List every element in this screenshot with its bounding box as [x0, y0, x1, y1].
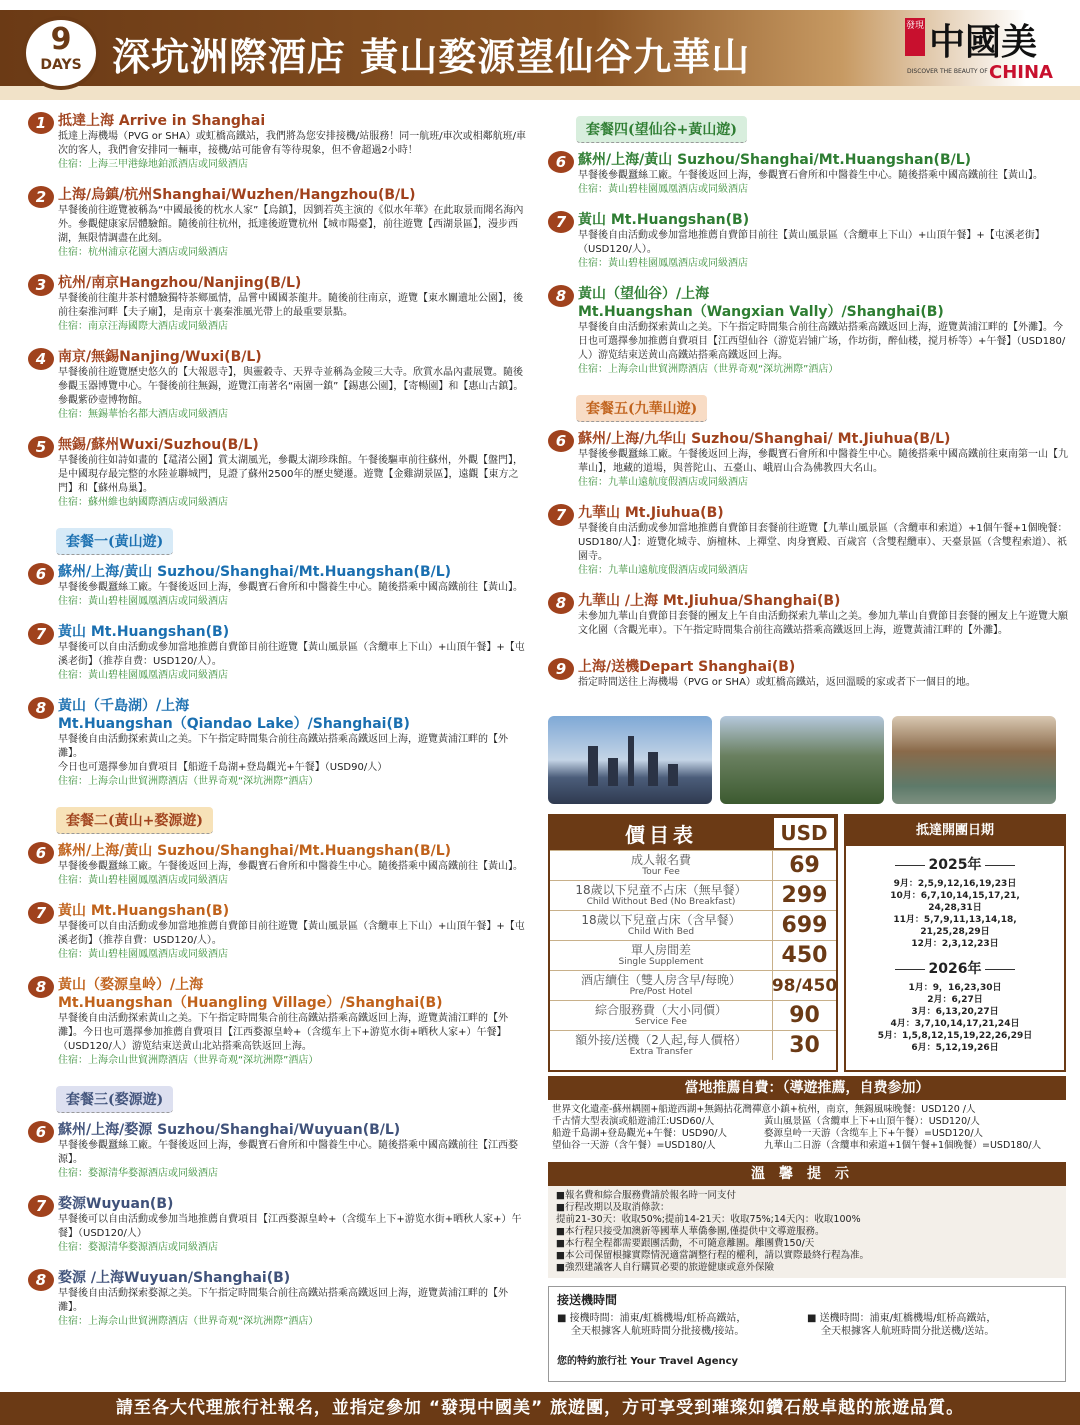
itinerary-left-column: [28, 112, 528, 1343]
photo-shanghai-skyline: [548, 716, 712, 804]
package-4-day-6: [548, 151, 1068, 197]
day-title: 婺源Wuyuan(B): [58, 1196, 174, 1212]
package-4-label: 套餐四(望仙谷+黃山遊): [576, 116, 747, 143]
day-desc: 早餐後前往如詩如畫的【鼋渚公園】賞太湖風光，參觀太湖珍珠館。午餐後驅車前往蘇州，外觀【盤門】，是中國現存最完整的水陸並聯城門，見證了蘇州2500年的歷史變遷。遊覽【金雞湖景區】，遠觀【東方之門】和【蘇州鳥巢】。: [58, 455, 523, 494]
price-label: 額外接/送機（2人起,每人價格）: [575, 1032, 747, 1047]
days-label: DAYS: [40, 57, 82, 73]
day-badge: 9: [548, 658, 574, 680]
day-desc: 早餐後參觀蠶絲工廠。午餐後返回上海，參觀寶石會所和中醫養生中心。隨後搭乘中國高鐵前往東南第一山【九華山】，地藏的道場，與普陀山、五臺山、峨眉山合為佛教四大名山。: [578, 449, 1068, 474]
price-table-title: 價目表: [625, 822, 697, 847]
day-stay: 住宿：婺源清华婺源酒店或同級酒店: [58, 1168, 218, 1179]
day-title-en: Mt.Huangshan（Qiandao Lake）/Shanghai(B): [58, 716, 410, 732]
day-badge: 2: [28, 186, 54, 208]
price-value: 30: [772, 1031, 836, 1060]
day-1: [28, 112, 528, 172]
package-2-day-8: [28, 976, 528, 1068]
price-label: 酒店續住（雙人房含早/每晚）: [580, 972, 742, 987]
day-title: 蘇州/上海/婺源 Suzhou/Shanghai/Wuyuan(B/L): [58, 1122, 401, 1138]
package-3-label: 套餐三(婺源遊): [56, 1086, 173, 1113]
price-value: 299: [772, 881, 836, 910]
price-table-currency: USD: [772, 816, 836, 850]
price-label-en: Child Without Bed (No Breakfast): [586, 896, 736, 907]
day-title: 蘇州/上海/黃山 Suzhou/Shanghai/Mt.Huangshan(B/L): [58, 843, 452, 859]
day-title: 南京/無錫Nanjing/Wuxi(B/L): [58, 349, 262, 365]
package-1-day-6: [28, 563, 528, 609]
package-3-day-7: [28, 1195, 528, 1255]
package-2-day-7: [28, 902, 528, 962]
day-stay: 住宿：無錫華怡名都大酒店或同級酒店: [58, 409, 228, 420]
day-5: [28, 436, 528, 510]
day-4: [28, 348, 528, 422]
day-stay: 住宿：上海佘山世貿洲際酒店（世界奇观“深坑洲際”酒店）: [58, 1055, 319, 1066]
date-line: 6月：5,12,19,26日: [911, 1043, 999, 1053]
day-desc: 早餐後自由活動探索婺源之美。下午指定時間集合前往高鐵站搭乘高鐵返回上海，遊覽黃浦江畔的【外灘】。: [58, 1288, 508, 1313]
photo-strip: [548, 716, 1056, 804]
day-title: 黃山 Mt.Huangshan(B): [58, 903, 230, 919]
price-value: 98/450: [772, 971, 836, 1000]
date-line: 3月：6,13,20,27日: [911, 1007, 999, 1017]
price-label-en: Pre/Post Hotel: [629, 986, 693, 997]
price-value: 90: [772, 1001, 836, 1030]
notices-title: 溫馨提示: [548, 1162, 1066, 1186]
package-3-day-6: [28, 1121, 528, 1181]
day-stay: 住宿：蘇州維也納國際酒店或同級酒店: [58, 497, 228, 508]
notice-line: ■本行程只接受加澳新等國華人華僑參團,僅提供中文導遊服務。: [556, 1226, 825, 1237]
price-row: [550, 970, 836, 1000]
day-title-en: Mt.Huangshan（Huangling Village）/Shanghai(B): [58, 995, 443, 1011]
day-stay: 住宿：黃山碧桂園鳳凰酒店或同級酒店: [578, 184, 748, 195]
package-5-label: 套餐五(九華山遊): [576, 395, 707, 422]
day-stay: 住宿：上海佘山世貿洲際酒店（世界奇观“深坑洲際”酒店）: [58, 1316, 319, 1327]
day-badge: 3: [28, 274, 54, 296]
date-line: 10月：6,7,10,14,15,17,21,: [890, 891, 1020, 901]
package-3-day-8: [28, 1269, 528, 1329]
day-badge: 1: [28, 112, 54, 134]
package-1-day-7: [28, 623, 528, 683]
notice-line: ■強烈建議客人自行購買必要的旅遊健康或意外保險: [556, 1262, 774, 1273]
day-desc: 早餐後前往龍井茶村體驗獨特茶鄉風情，品嘗中國國茶龍井。隨後前往南京，遊覽【東水關遺址公園】，後前往秦淮河畔【夫子廟】，是南京十裏秦淮風光帶上的最重要景點。: [58, 293, 523, 318]
day-badge: 7: [548, 211, 574, 233]
day-stay: 住宿：黃山碧桂園鳳凰酒店或同級酒店: [58, 949, 228, 960]
day-desc: 早餐後前往遊覽被稱為“中國最後的枕水人家”【烏鎮】，因劉若英主演的《似水年華》在此取景而聞名海內外。參觀健康家居體驗館。隨後前往杭州，抵達後遊覽杭州【城市陽臺】，前往遊覽【西湖景區】，漫步西湖，無限情調盡在此刻。: [58, 205, 524, 244]
day-desc: 早餐後自由活動探索黃山之美。下午指定時間集合前往高鐵站搭乘高鐵返回上海，遊覽黃浦江畔的【外灘】。: [58, 734, 508, 759]
optional-line: 九華山二日游（含纜車和索道+1個午餐+1個晚餐）=USD180/人: [764, 1140, 1042, 1151]
package-4-day-7: [548, 211, 1068, 271]
date-line: 11月：5,7,9,11,13,14,18,: [893, 915, 1017, 925]
day-title: 蘇州/上海/黃山 Suzhou/Shanghai/Mt.Huangshan(B/L): [578, 152, 972, 168]
price-label: 成人報名費: [630, 852, 691, 867]
day-badge: 6: [28, 1121, 54, 1143]
price-value: 69: [772, 851, 836, 880]
price-row: [550, 910, 836, 940]
day-stay: 住宿：九華山遠航度假酒店或同級酒店: [578, 565, 748, 576]
price-row: [550, 940, 836, 970]
package-5-day-8: [548, 592, 1068, 638]
price-row: [550, 850, 836, 880]
days-number: 9: [50, 22, 72, 57]
optional-line: 婺源皇岭一天游（含缆车上下+午餐）=USD120/人: [764, 1128, 984, 1139]
day-stay: 住宿：九華山遠航度假酒店或同級酒店: [578, 477, 748, 488]
day-stay: 住宿：上海三甲港綠地鉑派酒店或同級酒店: [58, 159, 248, 170]
price-label: 18歲以下兒童不占床（無早餐）: [575, 882, 747, 897]
notice-line: ■報名費和綜合服務費請於報名時一同支付: [556, 1190, 736, 1201]
package-2-label: 套餐二(黃山+婺源遊): [56, 807, 213, 834]
day-badge: 7: [28, 623, 54, 645]
day-title: 上海/烏鎮/杭州Shanghai/Wuzhen/Hangzhou(B/L): [58, 187, 416, 203]
day-stay: 住宿：南京汪海國際大酒店或同級酒店: [58, 321, 228, 332]
price-label-en: Single Supplement: [618, 956, 704, 967]
day-desc: 早餐後參觀蠶絲工廠。午餐後返回上海，參觀寶石會所和中醫養生中心。隨後搭乘中國高鐵前往【黃山】。: [58, 582, 523, 593]
day-badge: 6: [548, 151, 574, 173]
day-desc: 早餐後可以自由活動或參加當地推薦自費節目前往遊覽【黃山風景區（含纜車上下山）+山頂午餐】+【屯溪老街】（推荐自費：USD120/人）。: [58, 921, 525, 946]
day-title: 九華山 Mt.Jiuhua(B): [578, 505, 724, 521]
day-stay: 住宿：黃山碧桂園鳳凰酒店或同級酒店: [58, 596, 228, 607]
day-badge: 6: [28, 563, 54, 585]
pickup-line: 全天根據客人航班時間分批接機/接站。: [571, 1326, 745, 1337]
day-badge: 6: [548, 430, 574, 452]
notices: [548, 1162, 1066, 1282]
package-4-day-8: [548, 285, 1068, 377]
logo-china: CHINA: [989, 62, 1053, 83]
days-badge: [22, 16, 100, 90]
day-stay: 住宿：上海佘山世貿洲際酒店（世界奇观“深坑洲際”酒店）: [58, 776, 319, 787]
footer-banner: 請至各大代理旅行社報名，並指定參加 “發現中國美” 旅遊團，方可享受到璀璨如鑽石般卓越的旅遊品質。: [0, 1392, 1080, 1425]
year-2025: [846, 854, 1064, 874]
brand-logo: [905, 14, 1065, 88]
day-badge: 8: [28, 976, 54, 998]
pickup-line: ■ 接機時間：浦東/虹橋機場/虹桥高鐵站，: [557, 1313, 747, 1324]
year-label: 2026年: [928, 961, 982, 977]
notice-line: ■行程改期以及取消條款：: [556, 1202, 670, 1213]
transfer-info: [548, 1286, 1066, 1382]
day-badge: 8: [28, 1269, 54, 1291]
day-badge: 7: [28, 1195, 54, 1217]
date-line: 21,25,28,29日: [920, 927, 990, 937]
page-title: 深坑洲際酒店 黃山婺源望仙谷九華山: [112, 34, 751, 79]
day-desc: 早餐後自由活動或參加當地推薦自費節目套餐前往遊覽【九華山風景區（含纜車和索道）+1個午餐+1個晚餐：USD180/人】：遊覽化城寺、旃檀林、上禪堂、肉身寶殿、百歲宮（含雙程纜車）、天臺景區（含雙程索道）、祇園寺。: [578, 523, 1068, 562]
day-badge: 7: [548, 504, 574, 526]
photo-mountain-statue: [720, 716, 884, 804]
day-badge: 8: [28, 697, 54, 719]
price-row: [550, 880, 836, 910]
day-desc: 未參加九華山自費節目套餐的團友上午自由活動探索九華山之美。參加九華山自費節目套餐的團友上午遊覽大願文化園（含觀光車）。下午指定時間集合前往高鐵站搭乘高鐵返回上海，遊覽黃浦江畔的【外灘】。: [578, 611, 1068, 636]
day-title: 黃山（千島湖）/上海: [58, 698, 190, 714]
day-title: 無錫/蘇州Wuxi/Suzhou(B/L): [58, 437, 259, 453]
day-title: 九華山 /上海 Mt.Jiuhua/Shanghai(B): [578, 593, 841, 609]
package-1-day-8: [28, 697, 528, 789]
day-title: 黃山（婺源皇岭）/上海: [58, 977, 204, 993]
transfer-title: 接送機時間: [557, 1293, 618, 1307]
header: [0, 0, 1080, 100]
header-curve: [0, 86, 1080, 100]
day-stay: 住宿：黃山碧桂園鳳凰酒店或同級酒店: [578, 258, 748, 269]
price-table: [548, 814, 838, 1072]
dates-title: 抵達開團日期: [846, 816, 1064, 846]
package-5-day-6: [548, 430, 1068, 490]
travel-agency-label: 您的特約旅行社 Your Travel Agency: [557, 1356, 739, 1367]
price-label: 18歲以下兒童占床（含早餐）: [581, 912, 741, 927]
optional-line: 船遊千島湖+登島觀光+午餐：USD90/人: [552, 1128, 728, 1139]
itinerary-right-column: [548, 112, 1068, 704]
day-3: [28, 274, 528, 334]
price-value: 450: [772, 941, 836, 970]
day-title: 杭州/南京Hangzhou/Nanjing(B/L): [58, 275, 302, 291]
date-line: 4月：3,7,10,14,17,21,24日: [890, 1019, 1020, 1029]
price-label: 單人房間差: [630, 942, 691, 957]
departure-dates: [844, 814, 1066, 1072]
day-title-en: Mt.Huangshan（Wangxian Vally）/Shanghai(B): [578, 304, 944, 320]
price-label-en: Tour Fee: [642, 866, 680, 877]
price-label-en: Service Fee: [635, 1016, 687, 1027]
day-badge: 4: [28, 348, 54, 370]
date-line: 9月：2,5,9,12,16,19,23日: [893, 879, 1017, 889]
day-desc: 早餐後自由活動探索黃山之美。下午指定時間集合前往高鐵站搭乘高鐵返回上海，遊覽黃浦江畔的【外灘】。今日也可選擇參加推薦自費項目【江西望仙谷（游览岩铺广场，作坊街，醉仙楼，搅月桥等）+午餐】（USD180/人）游览结束送黄山高鐵站搭乘高鐵返回上海。: [578, 322, 1066, 361]
optional-tours: [548, 1076, 1066, 1156]
dropoff-line: 全天根據客人航班時間分批送機/送站。: [821, 1326, 995, 1337]
day-title: 抵達上海 Arrive in Shanghai: [58, 113, 266, 129]
logo-seal: 發現: [905, 18, 925, 56]
year-label: 2025年: [928, 857, 982, 873]
day-title: 婺源 /上海Wuyuan/Shanghai(B): [58, 1270, 291, 1286]
year-2026: [846, 958, 1064, 978]
day-desc-extra: 今日也可選擇參加自費項目【船遊千島湖+登島觀光+午餐】（USD90/人）: [58, 762, 388, 773]
day-desc: 早餐後自由活動探索黃山之美。下午指定時間集合前往高鐵站搭乘高鐵返回上海，遊覽黃浦江畔的【外灘】。今日也可選擇參加推薦自費項目【江西婺源皇岭+（含缆车上下+游览水街+晒秋人家+）午餐】（USD120/人）游览结束送黄山北站搭乘高铁返回上海。: [58, 1013, 508, 1052]
package-2-day-6: [28, 842, 528, 888]
day-stay: 住宿：婺源清华婺源酒店或同級酒店: [58, 1242, 218, 1253]
package-5-day-7: [548, 504, 1068, 578]
day-badge: 7: [28, 902, 54, 924]
logo-english: DISCOVER THE BEAUTY OF: [907, 68, 988, 75]
package-1-label: 套餐一(黃山遊): [56, 528, 173, 555]
day-stay: 住宿：黃山碧桂園鳳凰酒店或同級酒店: [58, 875, 228, 886]
day-9: [548, 658, 1068, 690]
day-title: 蘇州/上海/九华山 Suzhou/Shanghai/ Mt.Jiuhua(B/L): [578, 431, 951, 447]
price-label: 綜合服務費（大小同價）: [594, 1002, 727, 1017]
day-badge: 5: [28, 436, 54, 458]
date-line: 24,28,31日: [928, 903, 982, 913]
day-desc: 早餐後前往遊覽歷史悠久的【大報恩寺】，與靈穀寺、天界寺並稱為金陵三大寺。欣賞水晶內畫展覽。隨後參觀玉器博覽中心。午餐後前往無錫，遊覽江南著名“兩園一鎮”【錫惠公園】，【寄暢園】和【惠山古鎮】。參觀紫砂壺博物館。: [58, 367, 524, 406]
day-stay: 住宿：黃山碧桂園鳳凰酒店或同級酒店: [58, 670, 228, 681]
day-badge: 6: [28, 842, 54, 864]
dropoff-line: ■ 送機時間：浦東/虹橋機場/虹桥高鐵站，: [807, 1313, 997, 1324]
day-title: 黃山（望仙谷）/上海: [578, 286, 710, 302]
day-badge: 8: [548, 285, 574, 307]
day-desc: 抵達上海機場（PVG or SHA）或虹橋高鐵站，我們將為您安排接機/站服務！同一航班/車次或相鄰航班/車次的客人，我們會安排同一輛車，接機/站可能會有等待現象，但不會超過2小時！: [58, 131, 527, 156]
price-label-en: Extra Transfer: [629, 1046, 693, 1057]
notice-line: ■本公司保留根據實際情況適當調整行程的權利，請以實際最終行程為准。: [556, 1250, 869, 1261]
date-line: 2月：6,27日: [927, 995, 983, 1005]
day-title: 黃山 Mt.Huangshan(B): [58, 624, 230, 640]
day-2: [28, 186, 528, 260]
day-desc: 早餐後參觀蠶絲工廠。午餐後返回上海，參觀寶石會所和中醫養生中心。隨後搭乘中國高鐵前往【黃山】。: [578, 170, 1043, 181]
photo-water-town: [892, 716, 1056, 804]
date-line: 1月：9，16,23,30日: [908, 983, 1002, 993]
logo-chinese: 中國美: [929, 21, 1038, 63]
optional-line: 黃山風景區（含纜車上下+山頂午餐）：USD120/人: [764, 1116, 980, 1127]
day-title: 上海/送機Depart Shanghai(B): [578, 659, 796, 675]
day-badge: 8: [548, 592, 574, 614]
day-stay: 住宿：上海佘山世貿洲際酒店（世界奇观“深坑洲際”酒店）: [578, 364, 839, 375]
day-desc: 早餐後自由活動或參加當地推薦自費節目前往【黃山風景區（含纜車上下山）+山頂午餐】+【屯溪老街】（USD120/人）。: [578, 230, 1045, 255]
day-title: 黃山 Mt.Huangshan(B): [578, 212, 750, 228]
day-title: 蘇州/上海/黃山 Suzhou/Shanghai/Mt.Huangshan(B/L): [58, 564, 452, 580]
optional-line: 望仙谷一天游（含午餐）=USD180/人: [552, 1140, 716, 1151]
day-desc: 早餐後可以自由活動或參加當地推薦自費節目前往遊覽【黃山風景區（含纜車上下山）+山頂午餐】+【屯溪老街】（推荐自费：USD120/人）。: [58, 642, 525, 667]
price-value: 699: [772, 911, 836, 940]
price-row: [550, 1000, 836, 1030]
optional-line: 千古情大型表演或船遊浦江:USD60/人: [552, 1116, 715, 1127]
date-line: 5月：1,5,8,12,15,19,22,26,29日: [877, 1031, 1033, 1041]
day-desc: 指定時間送往上海機場（PVG or SHA）或虹橋高鐵站，返回溫暖的家或者下一個目的地。: [578, 677, 976, 688]
optional-tours-title: 當地推薦自費：（導遊推薦，自费参加）: [548, 1076, 1066, 1100]
date-line: 12月：2,3,12,23日: [911, 939, 999, 949]
day-desc: 早餐後可以自由活動或參加当地推薦自費項目【江西婺源皇岭+（含缆车上下+游览水街+晒秋人家+）午餐】（USD120/人）: [58, 1214, 522, 1239]
notice-line: 提前21-30天：收取50%;提前14-21天：收取75%;14天內：收取100%: [556, 1214, 861, 1225]
day-desc: 早餐後參觀蠶絲工廠。午餐後返回上海，參觀寶石會所和中醫養生中心。隨後搭乘中國高鐵前往【江西婺源】。: [58, 1140, 518, 1165]
price-row: [550, 1030, 836, 1060]
notice-line: ■本行程全程都需要跟團活動，不可隨意離團。離團費150/天: [556, 1238, 815, 1249]
price-label-en: Child With Bed: [627, 926, 695, 937]
day-stay: 住宿：杭州浦京花園大酒店或同級酒店: [58, 247, 228, 258]
optional-line: 世界文化遺產-蘇州耦園+船遊西湖+無錫拈花灣禪意小鎮+杭州，南京，無錫風味晚餐：USD120 /人: [552, 1104, 976, 1115]
day-desc: 早餐後參觀蠶絲工廠。午餐後返回上海，參觀寶石會所和中醫養生中心。隨後搭乘中國高鐵前往【黃山】。: [58, 861, 523, 872]
